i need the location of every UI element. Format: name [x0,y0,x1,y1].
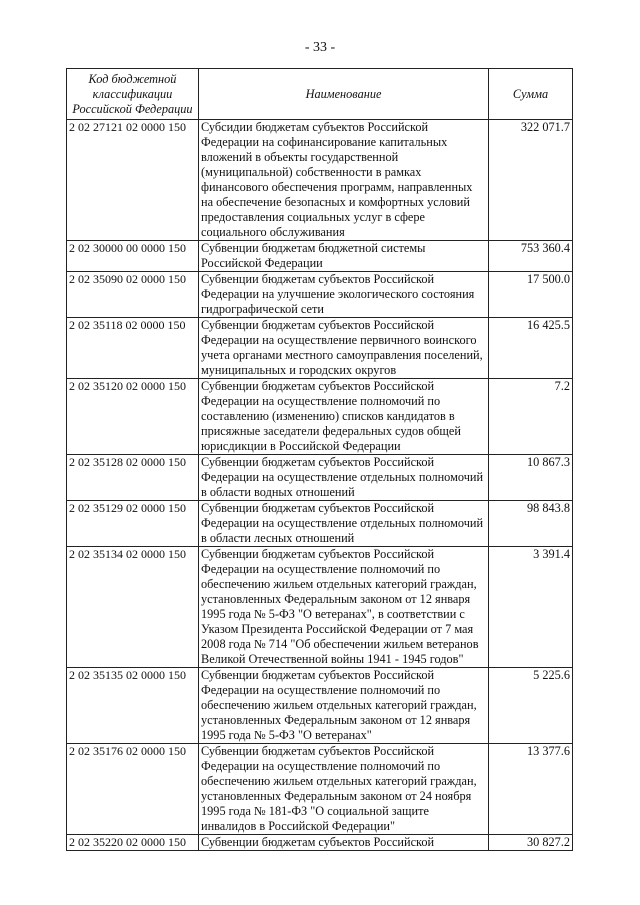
table-row [67,379,573,455]
row-sum: 10 867.3 [489,455,573,501]
row-sum: 16 425.5 [489,318,573,379]
row-code: 2 02 27121 02 0000 150 [67,120,199,241]
table-row [67,272,573,318]
row-name: Субвенции бюджетам субъектов Российской Федерации на осуществление полномочий по составлению (изменению) списков кандидатов в присяжные заседатели федеральных судов общей юрисдикции в Российской Федерации [199,379,489,455]
row-sum: 5 225.6 [489,668,573,744]
table-row [67,668,573,744]
row-name: Субвенции бюджетам субъектов Российской Федерации на осуществление полномочий по обеспечению жильем отдельных категорий граждан, установленных Федеральным законом от 12 января 1995 года № 5-ФЗ "О ветеранах", в соответствии с Указом Президента Российской Федерации от 7 мая 2008 года № 714 "Об обеспечении жильем ветеранов Великой Отечественной войны 1941 - 1945 годов" [199,547,489,668]
header-code: Код бюджетной классификации Российской Федерации [67,69,199,120]
row-sum: 17 500.0 [489,272,573,318]
row-code: 2 02 35134 02 0000 150 [67,547,199,668]
row-name: Субвенции бюджетам субъектов Российской Федерации на улучшение экологического состояния гидрографической сети [199,272,489,318]
row-name: Субсидии бюджетам субъектов Российской Федерации на софинансирование капитальных вложений в объекты государственной (муниципальной) собственности в рамках финансового обеспечения программ, направленных на обеспечение безопасных и комфортных условий предоставления социальных услуг в сфере социального обслуживания [199,120,489,241]
row-code: 2 02 35135 02 0000 150 [67,668,199,744]
row-name: Субвенции бюджетам субъектов Российской Федерации на осуществление первичного воинского учета органами местного самоуправления поселений, муниципальных и городских округов [199,318,489,379]
row-name: Субвенции бюджетам субъектов Российской Федерации на осуществление отдельных полномочий в области водных отношений [199,455,489,501]
table-row [67,455,573,501]
row-sum: 30 827.2 [489,835,573,851]
row-sum: 7.2 [489,379,573,455]
budget-table [66,68,573,851]
row-sum: 3 391.4 [489,547,573,668]
row-code: 2 02 35090 02 0000 150 [67,272,199,318]
row-code: 2 02 35176 02 0000 150 [67,744,199,835]
table-row [67,318,573,379]
table-header-row [67,69,573,120]
row-sum: 322 071.7 [489,120,573,241]
page-number: - 33 - [304,40,336,55]
row-sum: 753 360.4 [489,241,573,272]
row-code: 2 02 35118 02 0000 150 [67,318,199,379]
table-row [67,120,573,241]
table-row [67,241,573,272]
row-sum: 13 377.6 [489,744,573,835]
row-code: 2 02 35220 02 0000 150 [67,835,199,851]
row-code: 2 02 30000 00 0000 150 [67,241,199,272]
row-code: 2 02 35129 02 0000 150 [67,501,199,547]
row-name: Субвенции бюджетам субъектов Российской [199,835,489,851]
row-name: Субвенции бюджетам субъектов Российской Федерации на осуществление полномочий по обеспечению жильем отдельных категорий граждан, установленных Федеральным законом от 24 ноября 1995 года № 181-ФЗ "О социальной защите инвалидов в Российской Федерации" [199,744,489,835]
row-name: Субвенции бюджетам субъектов Российской Федерации на осуществление отдельных полномочий в области лесных отношений [199,501,489,547]
table-row [67,547,573,668]
table-row [67,835,573,851]
row-code: 2 02 35120 02 0000 150 [67,379,199,455]
row-sum: 98 843.8 [489,501,573,547]
row-name: Субвенции бюджетам субъектов Российской Федерации на осуществление полномочий по обеспечению жильем отдельных категорий граждан, установленных Федеральным законом от 12 января 1995 года № 5-ФЗ "О ветеранах" [199,668,489,744]
table-row [67,501,573,547]
header-sum: Сумма [489,69,573,120]
table-row [67,744,573,835]
row-name: Субвенции бюджетам бюджетной системы Российской Федерации [199,241,489,272]
header-name: Наименование [199,69,489,120]
row-code: 2 02 35128 02 0000 150 [67,455,199,501]
